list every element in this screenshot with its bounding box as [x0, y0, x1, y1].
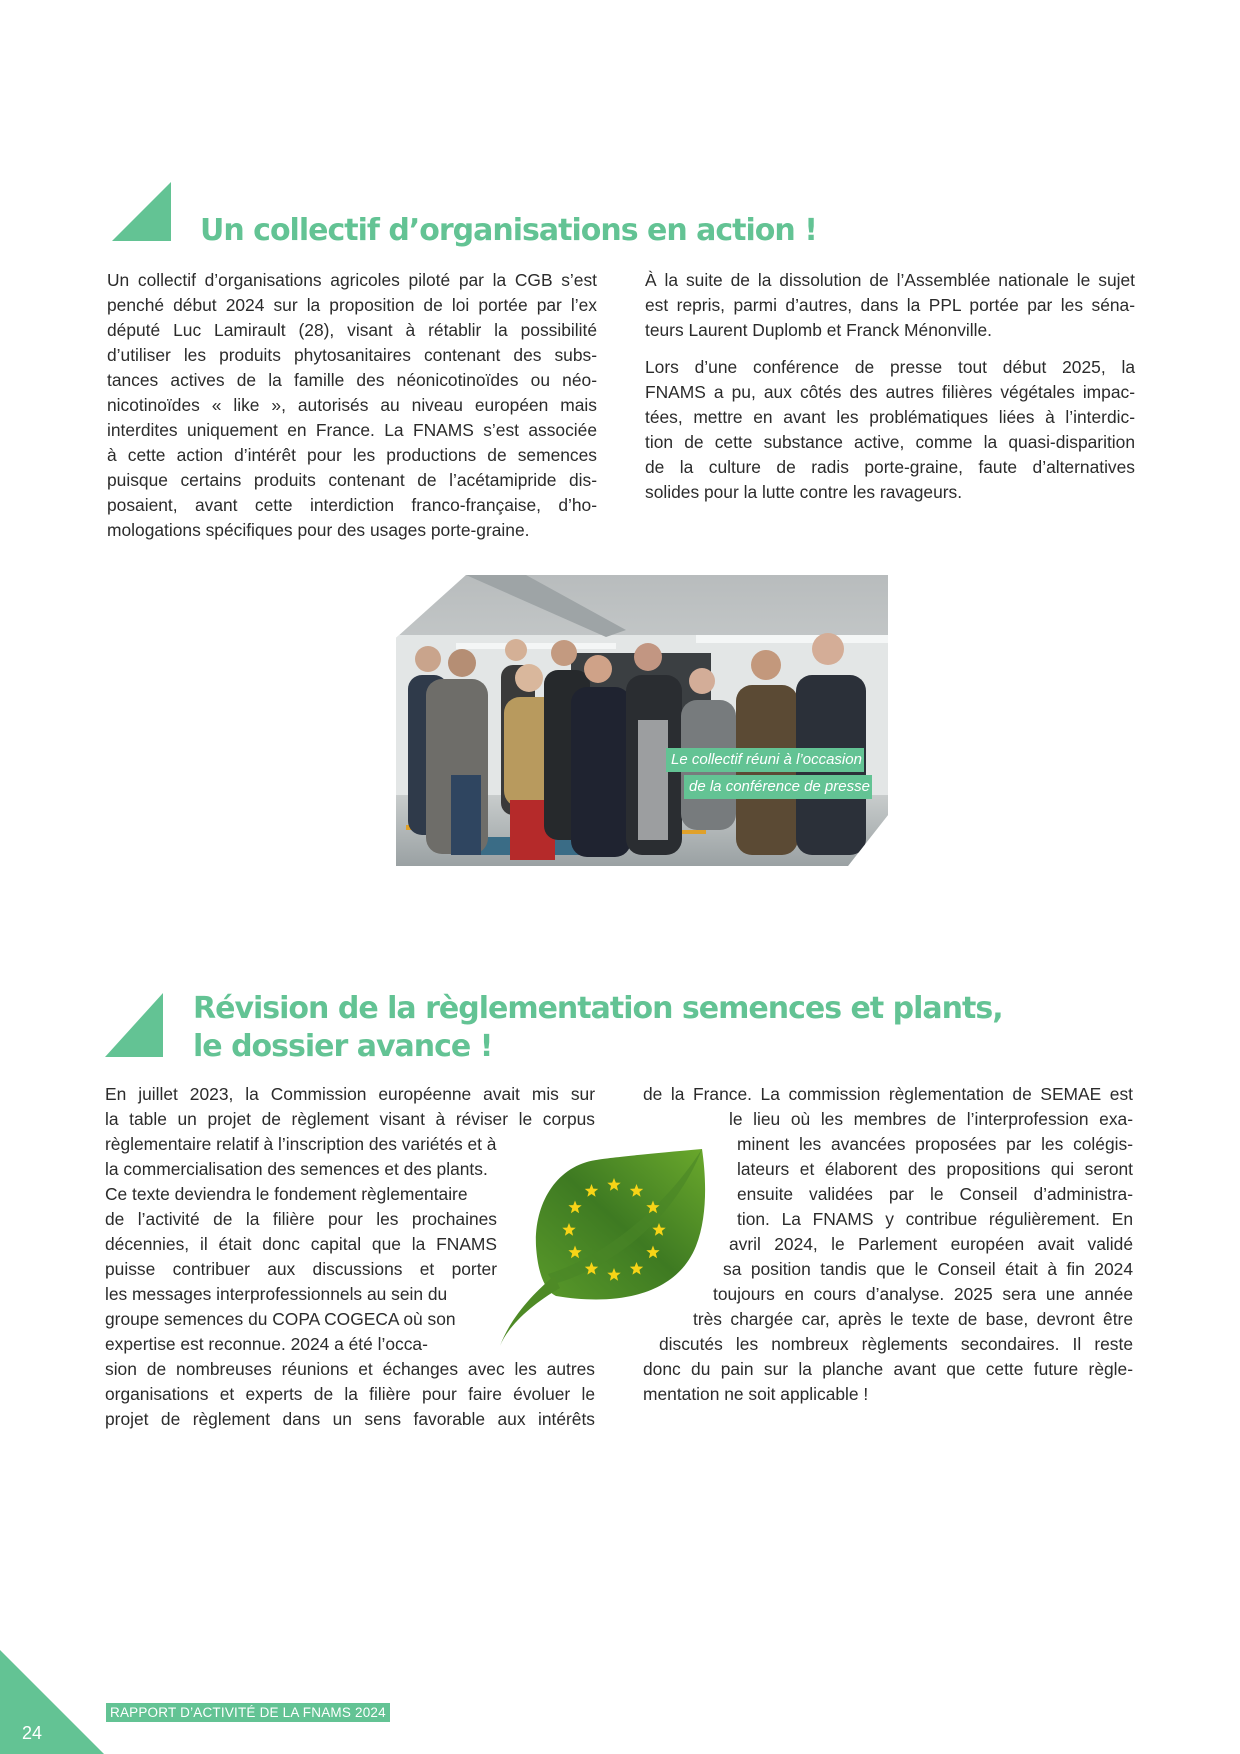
section-title-revision-line2: le dossier avance ! [193, 1029, 493, 1064]
text-line: tion de cette substance active, comme la quasi-disparition [645, 432, 1135, 452]
text-line: teurs Laurent Duplomb et Franck Ménonville. [645, 320, 993, 340]
section1-right-column-p2 [645, 355, 1135, 505]
text-line: ensuite validées par le Conseil d’administra- [737, 1184, 1133, 1204]
page-corner-triangle [0, 1650, 105, 1754]
text-line: tion. La FNAMS y contribue régulièrement. En [737, 1209, 1133, 1229]
text-line: de l’activité de la filière pour les prochaines [105, 1209, 497, 1229]
text-line: En juillet 2023, la Commission européenne avait mis sur [105, 1084, 595, 1104]
section-title-revision [193, 990, 1003, 1066]
text-line: solides pour la lutte contre les ravageurs. [645, 482, 963, 502]
report-label: RAPPORT D’ACTIVITÉ DE LA FNAMS 2024 [106, 1703, 390, 1722]
text-line: mentation ne soit applicable ! [643, 1384, 869, 1404]
text-line: de la culture de radis porte-graine, faute d’alternatives [645, 457, 1135, 477]
text-line: Lors d’une conférence de presse tout début 2025, la [645, 357, 1135, 377]
text-line: lateurs et élaborent des propositions qui seront [737, 1159, 1133, 1179]
text-line: minent les avancées proposées par les colégis- [737, 1134, 1133, 1154]
group-photo-illustration [396, 575, 888, 866]
text-line: Un collectif d’organisations agricoles piloté par la CGB s’est [107, 270, 597, 290]
text-line: discutés les nombreux règlements secondaires. Il reste [659, 1334, 1133, 1354]
text-line: Ce texte deviendra le fondement règlementaire [105, 1184, 468, 1204]
text-line: interdites uniquement en France. La FNAMS s’est associée [107, 420, 597, 440]
text-line: député Luc Lamirault (28), visant à rétablir la possibilité [107, 320, 597, 340]
text-line: d’utiliser les produits phytosanitaires contenant des subs- [107, 345, 597, 365]
text-line: la commercialisation des semences et des plants. [105, 1159, 488, 1179]
eu-stars-leaf-icon [496, 1146, 708, 1346]
text-line: sion de nombreuses réunions et échanges avec les autres [105, 1359, 595, 1379]
text-line: très chargée car, après le texte de base, devront être [693, 1309, 1133, 1329]
section-title-revision-line1: Révision de la règlementation semences et plants, [193, 991, 1003, 1026]
section-title-collectif: Un collectif d’organisations en action ! [200, 213, 817, 248]
text-line: à cette action d’intérêt pour les productions de semences [107, 445, 597, 465]
photo-caption-line2: de la conférence de presse [684, 775, 872, 799]
text-line: À la suite de la dissolution de l’Assemblée nationale le sujet [645, 270, 1135, 290]
text-line: organisations et experts de la filière pour faire évoluer le [105, 1384, 595, 1404]
text-line: FNAMS a pu, aux côtés des autres filières végétales impac- [645, 382, 1135, 402]
section-triangle-icon [112, 182, 172, 242]
section-triangle-icon [105, 993, 165, 1058]
text-line: groupe semences du COPA COGECA où son [105, 1309, 456, 1329]
text-line: mologations spécifiques pour des usages porte-graine. [107, 520, 530, 540]
text-line: puisque certains produits contenant de l’acétamipride dis- [107, 470, 597, 490]
text-line: puisse contribuer aux discussions et porter [105, 1259, 497, 1279]
text-line: avril 2024, le Parlement européen avait validé [729, 1234, 1133, 1254]
text-line: sa position tandis que le Conseil était à fin 2024 [723, 1259, 1133, 1279]
text-line: est repris, parmi d’autres, dans la PPL portée par les séna- [645, 295, 1135, 315]
text-line: le lieu où les membres de l’interprofession exa- [729, 1109, 1133, 1129]
text-line: règlementaire relatif à l’inscription des variétés et à [105, 1134, 497, 1154]
text-line: nicotinoïdes « like », autorisés au niveau européen mais [107, 395, 597, 415]
text-line: tances actives de la famille des néonicotinoïdes ou néo- [107, 370, 597, 390]
section1-left-column [107, 268, 597, 543]
text-line: posaient, avant cette interdiction franco-française, d’ho- [107, 495, 597, 515]
page-number: 24 [22, 1723, 43, 1743]
text-line: projet de règlement dans un sens favorable aux intérêts [105, 1409, 595, 1429]
text-line: penché début 2024 sur la proposition de loi portée par l’ex [107, 295, 597, 315]
photo-caption-line1: Le collectif réuni à l’occasion [666, 748, 864, 772]
text-line: décennies, il était donc capital que la FNAMS [105, 1234, 497, 1254]
text-line: tées, mettre en avant les problématiques liées à l’interdic- [645, 407, 1135, 427]
text-line: la table un projet de règlement visant à réviser le corpus [105, 1109, 595, 1129]
text-line: expertise est reconnue. 2024 a été l’occa- [105, 1334, 428, 1354]
text-line: donc du pain sur la planche avant que cette future règle- [643, 1359, 1133, 1379]
text-line: toujours en cours d’analyse. 2025 sera une année [713, 1284, 1133, 1304]
text-line: les messages interprofessionnels au sein du [105, 1284, 448, 1304]
group-photo [396, 575, 888, 866]
section2-right-column [643, 1082, 1133, 1407]
text-line: de la France. La commission règlementation de SEMAE est [643, 1084, 1133, 1104]
section1-right-column-p1 [645, 268, 1135, 343]
